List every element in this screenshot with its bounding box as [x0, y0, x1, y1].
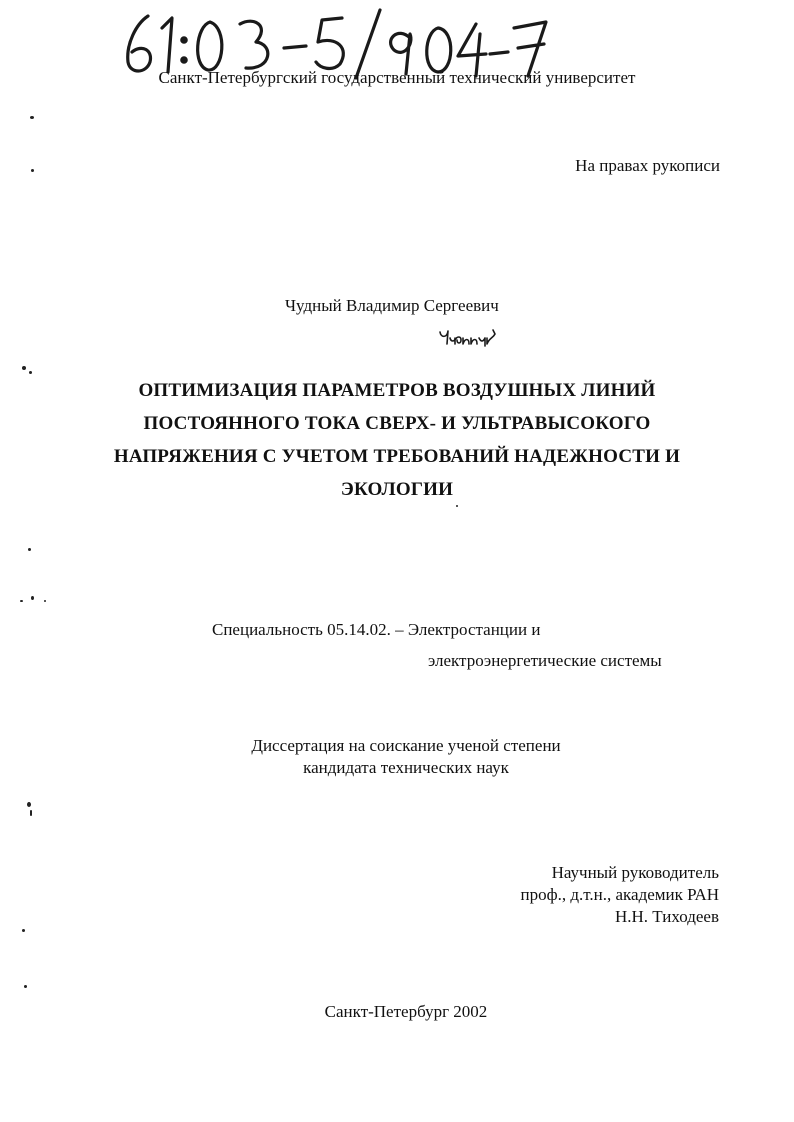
- title-line: ОПТИМИЗАЦИЯ ПАРАМЕТРОВ ВОЗДУШНЫХ ЛИНИЙ: [138, 380, 656, 401]
- scan-speck: [29, 371, 32, 374]
- scan-speck: [20, 600, 23, 602]
- rights-note: На правах рукописи: [575, 156, 720, 175]
- title-line: НАПРЯЖЕНИЯ С УЧЕТОМ ТРЕБОВАНИЙ НАДЕЖНОСТИ И: [113, 446, 681, 467]
- scan-speck: [31, 596, 34, 600]
- scan-speck: [44, 600, 46, 602]
- scan-speck: [24, 985, 27, 988]
- dissertation-title: [80, 374, 714, 506]
- supervisor-credentials: проф., д.т.н., академик РАН: [520, 885, 719, 904]
- title-line: ЭКОЛОГИИ: [340, 479, 454, 500]
- scan-speck: [30, 116, 34, 119]
- university-name: Санкт-Петербургский государственный технический университет: [158, 68, 636, 87]
- scan-speck: [28, 548, 31, 551]
- dissertation-line-1: Диссертация на соискание ученой степени: [251, 736, 561, 755]
- scan-speck: [30, 810, 32, 816]
- author-signature: [437, 326, 501, 354]
- scan-speck: [31, 169, 34, 172]
- supervisor-name: Н.Н. Тиходеев: [615, 907, 719, 926]
- scan-speck: [22, 929, 25, 932]
- author-name: Чудный Владимир Сергеевич: [285, 296, 499, 315]
- scan-speck: [27, 802, 31, 807]
- city-year: Санкт-Петербург 2002: [324, 1002, 488, 1021]
- supervisor-label: Научный руководитель: [551, 863, 719, 882]
- specialty-line-2: электроэнергетические системы: [428, 651, 662, 670]
- supervisor-block: [440, 862, 740, 928]
- title-line: ПОСТОЯННОГО ТОКА СВЕРХ- И УЛЬТРАВЫСОКОГО: [143, 413, 651, 434]
- dissertation-line-2: кандидата технических наук: [303, 758, 509, 777]
- specialty-line-1: Специальность 05.14.02. – Электростанции и: [212, 620, 541, 639]
- scan-speck: [22, 366, 26, 370]
- scan-speck: [456, 505, 458, 507]
